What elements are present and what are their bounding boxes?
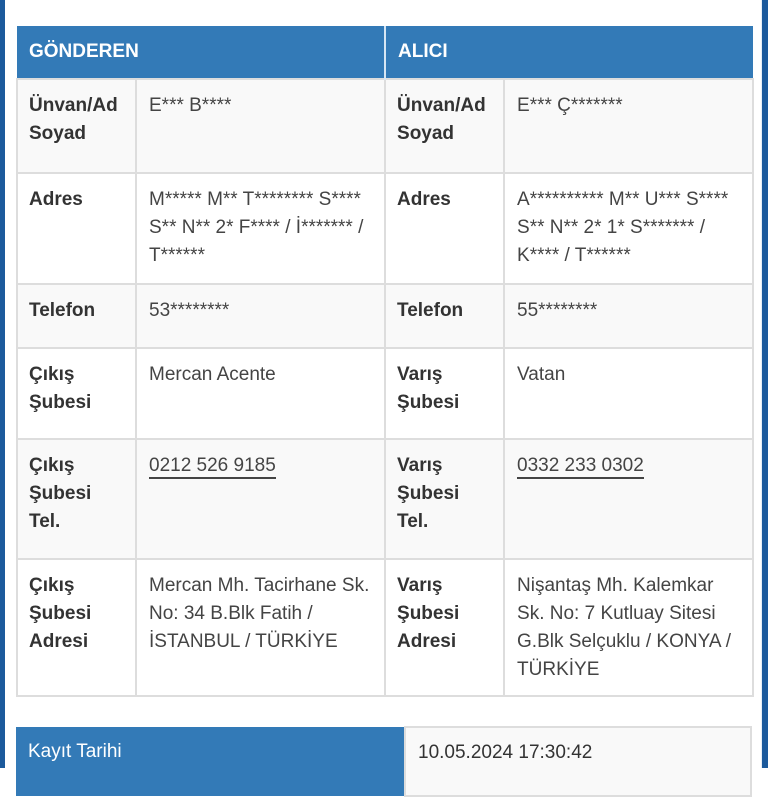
sender-receiver-table: [16, 26, 754, 697]
arrival-branch-label: Varış Şubesi: [385, 348, 504, 439]
sender-header: GÖNDEREN: [17, 26, 385, 79]
departure-branch-phone-label: Çıkış Şubesi Tel.: [17, 439, 136, 559]
arrival-branch-value: Vatan: [504, 348, 753, 439]
receiver-phone-value: 55********: [504, 284, 753, 348]
table-row-address: [17, 173, 753, 284]
receiver-address-label: Adres: [385, 173, 504, 284]
table-row-branch-address: [17, 559, 753, 696]
window-frame-left: [0, 0, 5, 768]
departure-branch-phone-link[interactable]: 0212 526 9185: [149, 455, 276, 479]
arrival-branch-phone-label: Varış Şubesi Tel.: [385, 439, 504, 559]
receiver-name-label: Ünvan/Ad Soyad: [385, 79, 504, 173]
arrival-branch-phone-link[interactable]: 0332 233 0302: [517, 455, 644, 479]
receiver-address-value: A********** M** U*** S**** S** N** 2* 1* S******* / K**** / T******: [504, 173, 753, 284]
sender-phone-value: 53********: [136, 284, 385, 348]
table-row-branch-phone: [17, 439, 753, 559]
sender-address-label: Adres: [17, 173, 136, 284]
window-frame-right: [762, 0, 768, 768]
sender-phone-label: Telefon: [17, 284, 136, 348]
sender-name-label: Ünvan/Ad Soyad: [17, 79, 136, 173]
table-header-row: [17, 26, 753, 79]
sender-address-value: M***** M** T******** S**** S** N** 2* F**** / İ******* / T******: [136, 173, 385, 284]
record-date-label: Kayıt Tarihi: [16, 727, 405, 796]
departure-branch-value: Mercan Acente: [136, 348, 385, 439]
departure-branch-label: Çıkış Şubesi: [17, 348, 136, 439]
receiver-name-value: E*** Ç*******: [504, 79, 753, 173]
sender-name-value: E*** B****: [136, 79, 385, 173]
table-row-phone: [17, 284, 753, 348]
table-row-branch: [17, 348, 753, 439]
arrival-branch-phone-cell: [504, 439, 753, 559]
departure-branch-address-label: Çıkış Şubesi Adresi: [17, 559, 136, 696]
arrival-branch-address-value: Nişantaş Mh. Kalemkar Sk. No: 7 Kutluay Sitesi G.Blk Selçuklu / KONYA / TÜRKİYE: [504, 559, 753, 696]
record-date-row: [16, 727, 751, 796]
record-date-table: [16, 726, 752, 797]
receiver-header: ALICI: [385, 26, 753, 79]
departure-branch-phone-cell: [136, 439, 385, 559]
receiver-phone-label: Telefon: [385, 284, 504, 348]
arrival-branch-address-label: Varış Şubesi Adresi: [385, 559, 504, 696]
record-date-value: 10.05.2024 17:30:42: [405, 727, 751, 796]
departure-branch-address-value: Mercan Mh. Tacirhane Sk. No: 34 B.Blk Fatih / İSTANBUL / TÜRKİYE: [136, 559, 385, 696]
table-row-name: [17, 79, 753, 173]
